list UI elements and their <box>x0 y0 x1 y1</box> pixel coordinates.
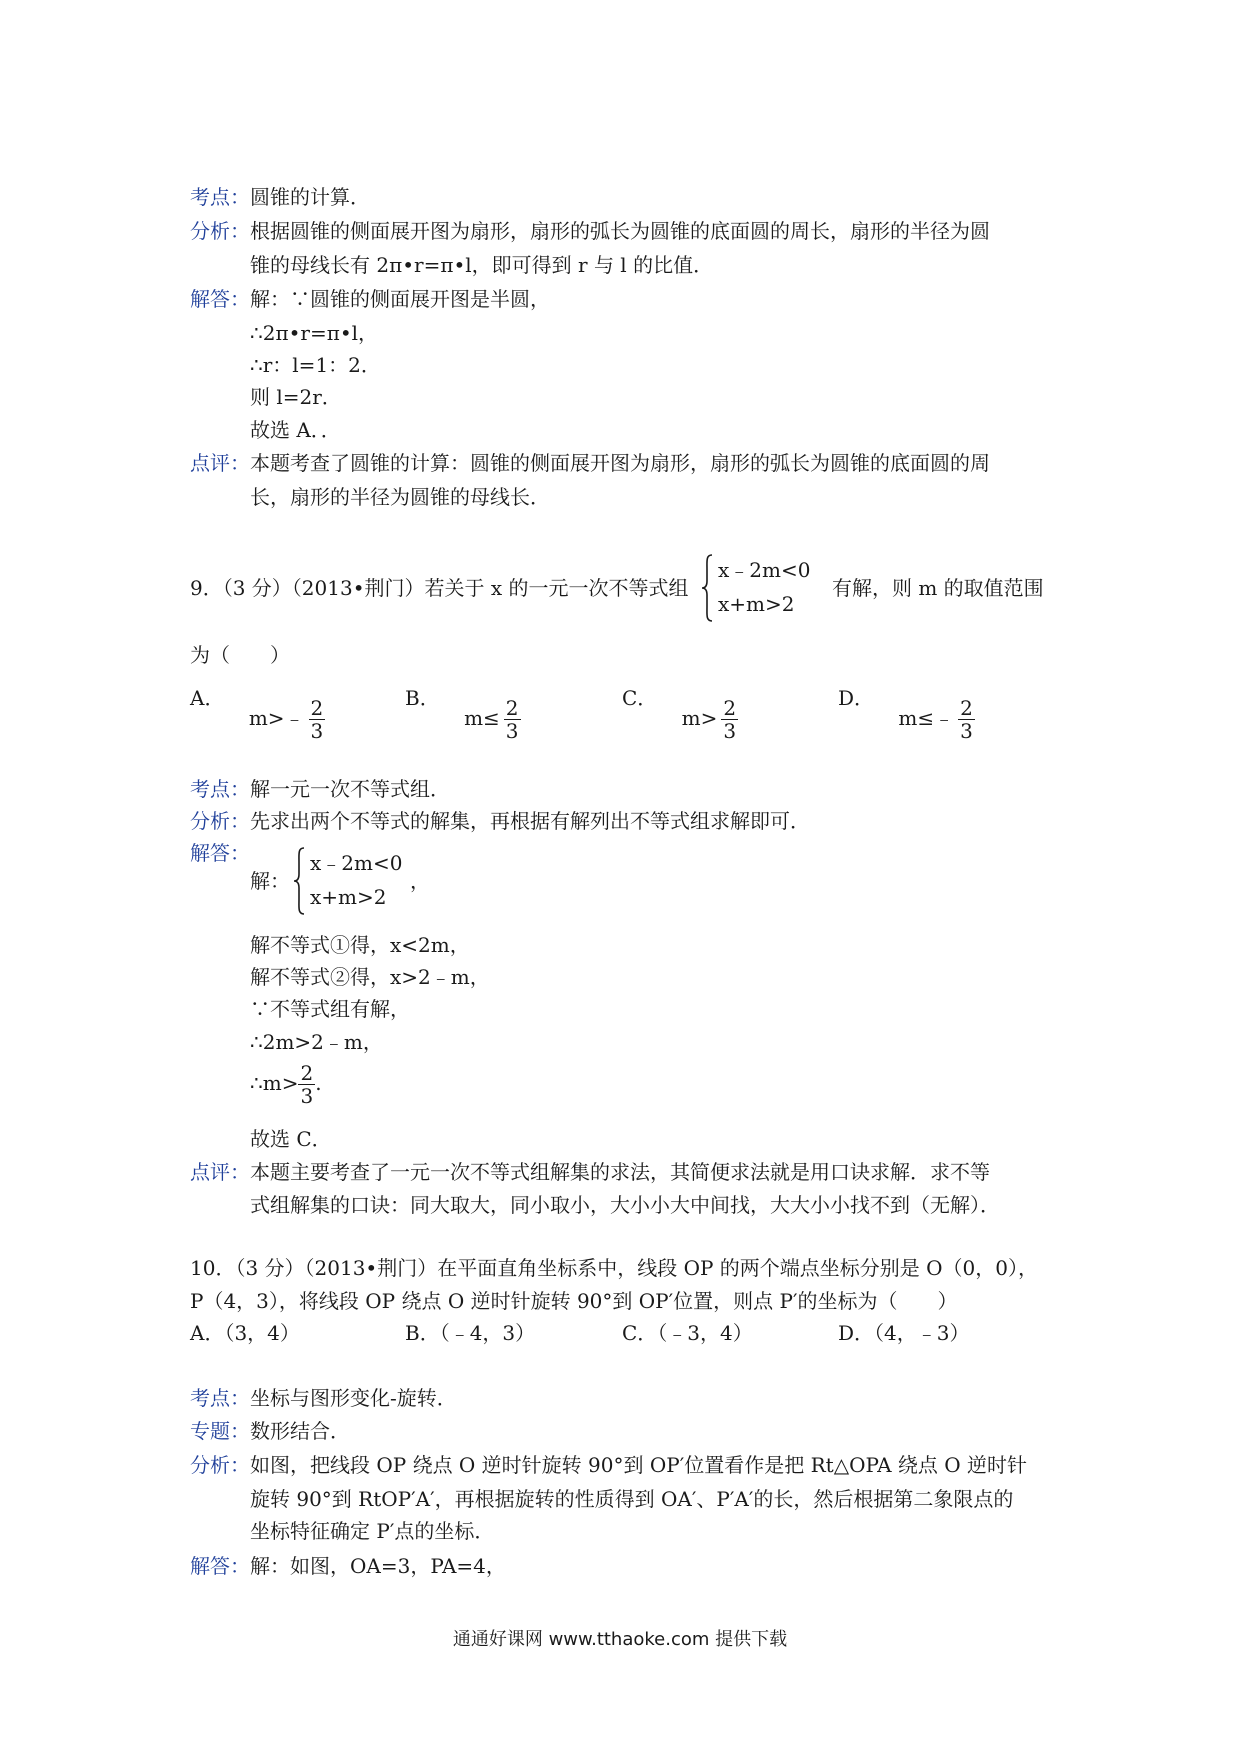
jieda-text: 解：如图，OA=3，PA=4， <box>250 1554 506 1578</box>
inequality-2: x+m>2 <box>310 885 387 909</box>
q9-option-a <box>190 677 325 743</box>
dianping-line2-9: 式组解集的口诀：同大取大，同小取小，大小小大中间找，大大小小找不到（无解）． <box>250 1193 1000 1217</box>
fenxi-text: 根据圆锥的侧面展开图为扇形，扇形的弧长为圆锥的底面圆的周长，扇形的半径为圆 <box>250 219 990 243</box>
kaodian-label: 考点： <box>190 1386 250 1410</box>
dianping-label: 点评： <box>190 451 250 475</box>
page-footer: 通通好课网 www.tthaoke.com 提供下载 <box>452 1629 788 1650</box>
inequality-1: x﹣2m<0 <box>718 558 811 582</box>
option-expr: m≤ $\frac{2}{3}$ <box>464 696 519 743</box>
q10-option-a: A．（3，4） <box>190 1321 300 1345</box>
kaodian-row-9 <box>190 774 450 804</box>
jieda-step: ∴r：l=1：2． <box>250 353 381 377</box>
zhuanti-row-10 <box>190 1416 350 1446</box>
jieda-step: 则 l=2r． <box>250 385 342 409</box>
zhuanti-label: 专题： <box>190 1419 250 1443</box>
q10-option-c: C．（﹣3，4） <box>622 1321 753 1345</box>
jieda-step: 故选 C． <box>250 1127 332 1151</box>
jieda-label: 解答： <box>190 287 250 311</box>
jieda-step: 故选 A．． <box>250 418 341 442</box>
q9-stem-after: 有解，则 m 的取值范围 <box>832 576 1044 600</box>
brace-icon <box>292 846 306 916</box>
inequality-1: x﹣2m<0 <box>310 851 403 875</box>
q9-option-c <box>622 677 738 743</box>
q9-stem: 9．（3 分）（2013•荆门）若关于 x 的一元一次不等式组 <box>190 576 689 600</box>
option-expr: m>﹣ $\frac{2}{3}$ <box>248 696 324 743</box>
kaodian-row-10 <box>190 1383 457 1413</box>
kaodian-text: 坐标与图形变化-旋转． <box>250 1386 457 1410</box>
q9-stem-line2: 为（ ） <box>190 643 290 667</box>
fenxi-line3-10: 坐标特征确定 P′点的坐标． <box>250 1519 495 1543</box>
fenxi-text: 先求出两个不等式的解集，再根据有解列出不等式组求解即可． <box>250 809 810 833</box>
jieda-suffix: ， <box>410 869 430 893</box>
dianping-row-8 <box>190 448 990 478</box>
fenxi-row-10 <box>190 1450 1027 1480</box>
kaodian-row-8 <box>190 182 370 212</box>
fenxi-row-8 <box>190 216 990 246</box>
jieda-row-8 <box>190 284 550 314</box>
zhuanti-text: 数形结合． <box>250 1419 350 1443</box>
option-expr: m> $\frac{2}{3}$ <box>681 696 737 743</box>
dianping-text: 本题主要考查了一元一次不等式组解集的求法，其简便求法就是用口诀求解．求不等 <box>250 1160 990 1184</box>
jieda-prefix: 解： <box>250 869 290 893</box>
jieda-text: 解：∵圆锥的侧面展开图是半圆， <box>250 287 550 311</box>
q10-stem-line2: P（4，3），将线段 OP 绕点 O 逆时针旋转 90°到 OP′位置，则点 P′的坐标为（ ） <box>190 1289 958 1313</box>
option-letter: A． <box>190 686 225 710</box>
fenxi-label: 分析： <box>190 809 250 833</box>
q10-option-b: B．（﹣4，3） <box>405 1321 536 1345</box>
q10-option-d: D．（4，﹣3） <box>838 1321 970 1345</box>
jieda-label: 解答： <box>190 1554 250 1578</box>
kaodian-label: 考点： <box>190 777 250 801</box>
option-letter: D． <box>838 686 875 710</box>
fenxi-line2-10: 旋转 90°到 RtOP′A′，再根据旋转的性质得到 OA′、P′A′的长，然后根据第二象限点的 <box>250 1487 1014 1511</box>
jieda-step: ∵不等式组有解， <box>250 997 410 1021</box>
fenxi-row-9 <box>190 806 810 836</box>
option-expr: m≤﹣ $\frac{2}{3}$ <box>898 696 973 743</box>
option-letter: C． <box>622 686 658 710</box>
kaodian-text: 圆锥的计算． <box>250 185 370 209</box>
kaodian-text: 解一元一次不等式组． <box>250 777 450 801</box>
fenxi-text: 如图，把线段 OP 绕点 O 逆时针旋转 90°到 OP′位置看作是把 Rt△OPA 绕点 O 逆时针 <box>250 1453 1028 1477</box>
jieda-row-10 <box>190 1551 506 1581</box>
inequality-2: x+m>2 <box>718 592 795 616</box>
dianping-label: 点评： <box>190 1160 250 1184</box>
dianping-text: 本题考查了圆锥的计算：圆锥的侧面展开图为扇形，扇形的弧长为圆锥的底面圆的周 <box>250 451 990 475</box>
fenxi-line2-8: 锥的母线长有 2π•r=π•l，即可得到 r 与 l 的比值． <box>250 253 714 277</box>
q9-option-b <box>405 677 521 743</box>
jieda-step: 解不等式②得，x>2﹣m， <box>250 965 490 989</box>
fenxi-label: 分析： <box>190 1453 250 1477</box>
jieda-step: ∴2m>2﹣m， <box>250 1030 383 1054</box>
kaodian-label: 考点： <box>190 185 250 209</box>
dianping-line2-8: 长，扇形的半径为圆锥的母线长． <box>250 485 550 509</box>
jieda-step-fraction: ∴m> $\frac{2}{3}$ . <box>250 1061 322 1108</box>
jieda-step: ∴2π•r=π•l， <box>250 321 379 345</box>
dianping-row-9 <box>190 1157 990 1187</box>
q9-option-d <box>838 677 975 743</box>
jieda-step: 解不等式①得，x<2m， <box>250 933 470 957</box>
brace-icon <box>700 553 714 623</box>
q9-inequality-system <box>700 553 820 623</box>
jieda-label-9: 解答： <box>190 841 250 865</box>
q10-stem: 10．（3 分）（2013•荆门）在平面直角坐标系中，线段 OP 的两个端点坐标分别是 O（0，0）， <box>190 1256 1038 1280</box>
option-letter: B． <box>405 686 440 710</box>
fenxi-label: 分析： <box>190 219 250 243</box>
